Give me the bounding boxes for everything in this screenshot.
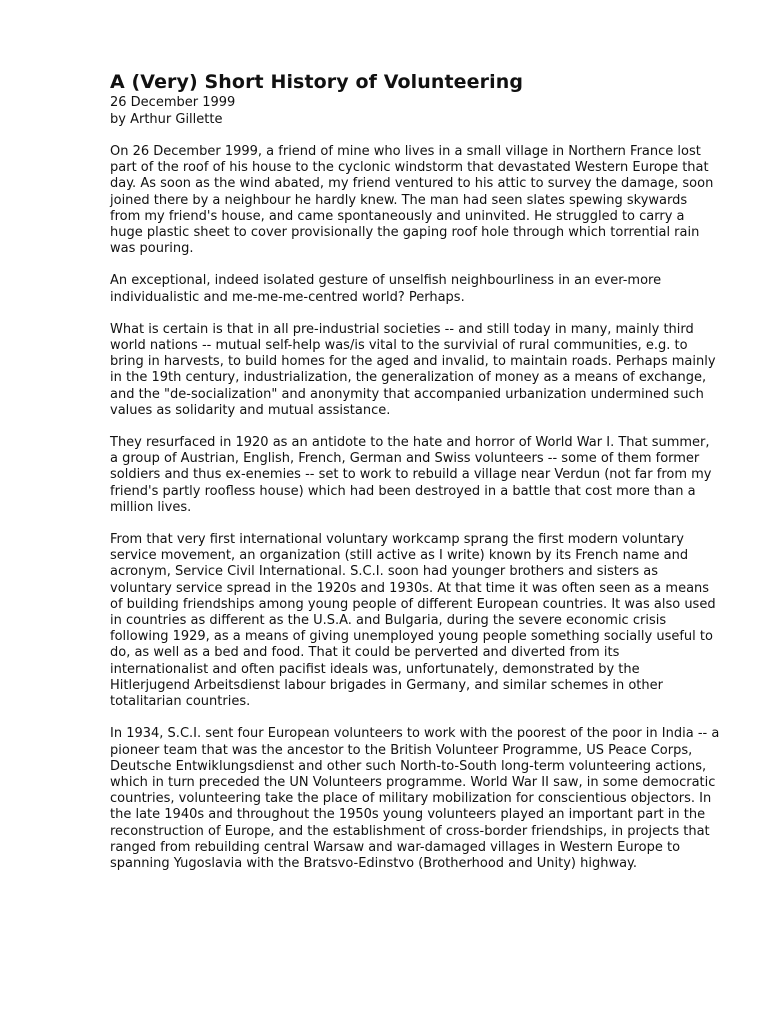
paragraph-3: What is certain is that in all pre-industrial societies -- and still today in many, mainly third world nations -- mutual self-help was/is vital to the survivial of rural communities, e.g. to bring in harvests, to build homes for the aged and invalid, to maintain roads. Perhaps mainly in the 19th century, industrialization, the generalization of money as a means of exchange, and the "de-socialization" and anonymity that accompanied urbanization undermined such values as solidarity and mutual assistance. — [110, 321, 716, 418]
document-page — [110, 70, 720, 872]
paragraph-2: An exceptional, indeed isolated gesture of unselfish neighbourliness in an ever-more individualistic and me-me-me-centred world? Perhaps. — [110, 273, 662, 305]
document-byline: by Arthur Gillette — [110, 112, 223, 127]
paragraph-1: On 26 December 1999, a friend of mine who lives in a small village in Northern France lost part of the roof of his house to the cyclonic windstorm that devastated Western Europe that day. As soon as the wind abated, my friend ventured to his attic to survey the damage, soon joined there by a neighbour he hardly knew. The man had seen slates spewing skywards from my friend's house, and came spontaneously and uninvited. He struggled to carry a huge plastic sheet to cover provisionally the gaping roof hole through which torrential rain was pouring. — [110, 144, 714, 257]
paragraph-6: In 1934, S.C.I. sent four European volunteers to work with the poorest of the poor in India -- a pioneer team that was the ancestor to the British Volunteer Programme, US Peace Corps, Deutsche Entwiklungsdienst and other such North-to-South long-term volunteering actions, which in turn preceded the UN Volunteers programme. World War II saw, in some democratic countries, volunteering take the place of military mobilization for conscientious objectors. In the late 1940s and throughout the 1950s young volunteers played an important part in the reconstruction of Europe, and the establishment of cross-border friendships, in projects that ranged from rebuilding central Warsaw and war-damaged villages in Western Europe to spanning Yugoslavia with the Bratsvo-Edinstvo (Brotherhood and Unity) highway. — [110, 726, 720, 871]
paragraph-4: They resurfaced in 1920 as an antidote to the hate and horror of World War I. That summer, a group of Austrian, English, French, German and Swiss volunteers -- some of them former soldiers and thus ex-enemies -- set to work to rebuild a village near Verdun (not far from my friend's partly roofless house) which had been destroyed in a battle that cost more than a million lives. — [110, 435, 712, 515]
document-title: A (Very) Short History of Volunteering — [110, 71, 524, 93]
paragraph-5: From that very first international voluntary workcamp sprang the first modern voluntary service movement, an organization (still active as I write) known by its French name and acronym, Service Civil International. S.C.I. soon had younger brothers and sisters as voluntary service spread in the 1920s and 1930s. At that time it was often seen as a means of building friendships among young people of different European countries. It was also used in countries as different as the U.S.A. and Bulgaria, during the severe economic crisis following 1929, as a means of giving unemployed young people something socially useful to do, as well as a bed and food. That it could be perverted and diverted from its internationalist and often pacifist ideals was, unfortunately, demonstrated by the Hitlerjugend Arbeitsdienst labour brigades in Germany, and similar schemes in other totalitarian countries. — [110, 532, 716, 710]
document-date: 26 December 1999 — [110, 95, 236, 110]
